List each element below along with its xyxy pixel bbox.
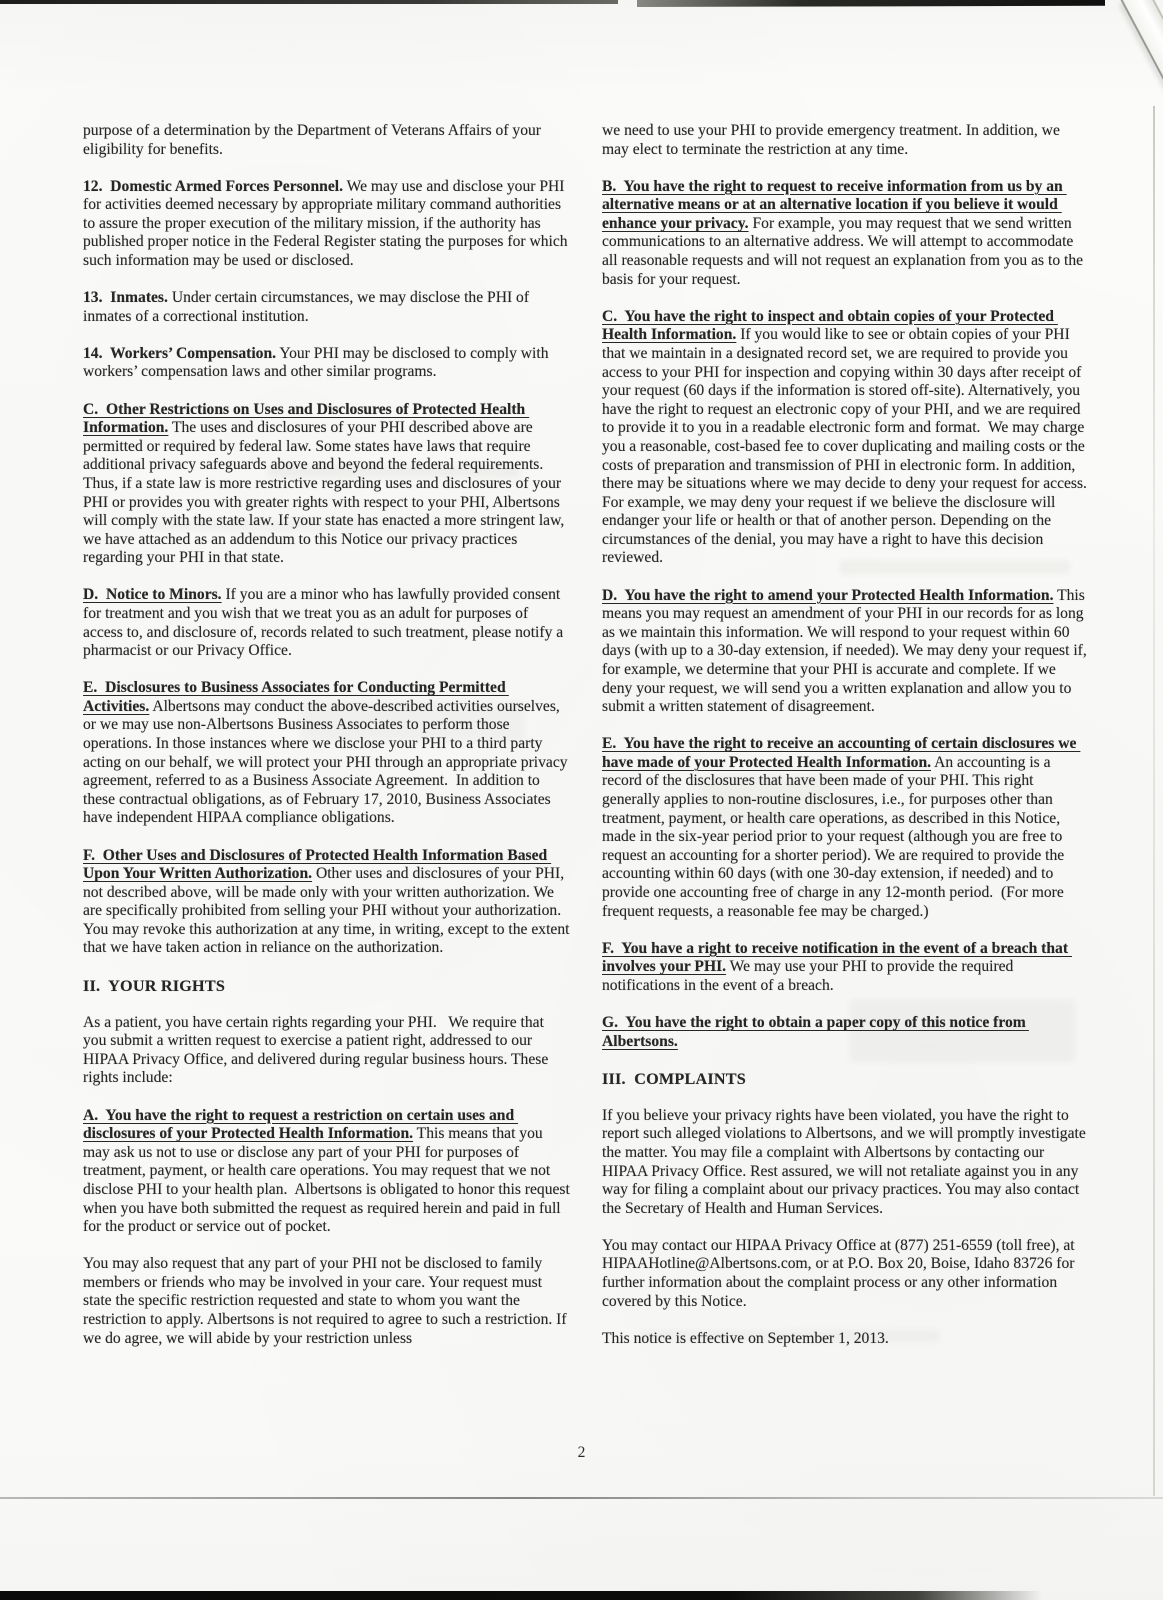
paragraph-text: purpose of a determination by the Department of Veterans Affairs of your eligibility for benefits. (83, 122, 545, 158)
section-label: D. Notice to Minors. (83, 586, 222, 604)
section-label: 12. Domestic Armed Forces Personnel. (83, 177, 343, 195)
section-text: We may use your PHI to provide the required notifications in the event of a breach. (602, 958, 1018, 994)
section-c-other-restrictions (83, 401, 570, 568)
paragraph-text: This notice is effective on September 1, 2013. (602, 1329, 889, 1347)
paragraph (602, 1107, 1089, 1219)
section-text: For example, you may request that we send written communications to an alternative address. We will attempt to accommodate all reasonable requests and will not request an explanation from you as to the basis for your request. (602, 214, 1088, 288)
corner-fold-crease (1121, 0, 1163, 118)
paragraph-continuation (602, 122, 1089, 159)
page-number: 2 (577, 1444, 586, 1461)
section-text: This means you may request an amendment of your PHI in our records for as long as we maintain this information. We will respond to your request within 60 days (with up to a 30-day extension, if needed). We may deny your request if, for example, we determine that your PHI is accurate and complete. If we deny your request, we will send you a written explanation and allow you to submit a written statement of disagreement. (602, 586, 1091, 716)
document-body (83, 122, 1089, 1367)
paragraph (602, 1237, 1089, 1311)
section-label: G. You have the right to obtain a paper copy of this notice from Albertsons. (602, 1013, 1029, 1050)
section-d-amend-phi (602, 587, 1089, 717)
paragraph-text: You may contact our HIPAA Privacy Office at (877) 251-6559 (toll free), at HIPAAHotline@Albertsons.com, or at P.O. Box 20, Boise, Idaho 83726 for further information about the complaint process or any other information covered by this Notice. (602, 1236, 1079, 1310)
section-d-notice-to-minors (83, 586, 570, 660)
section-text: This means that you may ask us not to use or disclose any part of your PHI for purposes of treatment, payment, or health care operations. You may request that we not disclose PHI to your health plan. Albertsons is obligated to honor this request when you have both submitted the request as required herein and paid in full for the product or service out of pocket. (83, 1125, 574, 1236)
section-label: D. You have the right to amend your Protected Health Information. (602, 586, 1054, 604)
section-label: B. You have the right to request to receive information from us by an alternative means or at an alternative location if you believe it would enhance your privacy. (602, 177, 1067, 232)
paragraph (83, 1255, 570, 1348)
paragraph-text: we need to use your PHI to provide emergency treatment. In addition, we may elect to terminate the restriction at any time. (602, 122, 1064, 158)
section-text: Your PHI may be disclosed to comply with workers’ compensation laws and other similar programs. (83, 344, 553, 381)
section-f-breach-notification (602, 940, 1089, 996)
section-text: If you would like to see or obtain copies of your PHI that we maintain in a designated record set, we are required to provide you access to your PHI for inspection and copying within 30 days after receipt of your request (60 days if the information is stored off-site). Alternatively, you have the right to request an electronic copy of your PHI, and we are required to provide it to you in a readable electronic form and format. We may charge you a reasonable, cost-based fee to cover duplicating and mailing costs or the costs of preparation and transmission of PHI in electronic form. In addition, there may be situations where we may decide to deny your request for access. For example, we may deny your request if we believe the disclosure will endanger your life or health or that of another person. Depending on the circumstances of the denial, you may have a right to have this decision reviewed. (602, 326, 1091, 567)
section-f-written-authorization (83, 846, 574, 959)
section-b-alternative-means (602, 178, 1089, 290)
section-text: Other uses and disclosures of your PHI, not described above, will be made only with your written authorization. We are specifically prohibited from selling your PHI without your authorization. You may revoke this authorization at any time, in writing, except to the extent that we have taken action in reliance on the authorization. (83, 865, 574, 957)
section-text: We may use and disclose your PHI for activities deemed necessary by appropriate military command authorities to assure the proper execution of the military mission, if the authority has published proper notice in the Federal Register stating the purposes for which such information may be used or disclosed. (83, 177, 572, 270)
numbered-section-13-inmates (83, 289, 570, 326)
section-label: C. Other Restrictions on Uses and Disclosures of Protected Health Information. (83, 400, 530, 437)
paragraph-text: You may also request that any part of your PHI not be disclosed to family members or friends who may be involved in your care. Your request must state the specific restriction requested and state to whom you want the restriction to apply. Albertsons is not required to agree to such a restriction. If we do agree, we will abide by your restriction unless (83, 1255, 571, 1347)
page-right-edge-line (1153, 106, 1155, 1496)
section-e-accounting-of-disclosures (602, 735, 1089, 921)
left-column (83, 122, 574, 1367)
heading-your-rights: II. YOUR RIGHTS (83, 976, 226, 995)
scan-top-edge-artifact (0, 0, 618, 4)
paragraph-continuation (83, 122, 570, 159)
section-g-paper-copy (602, 1014, 1089, 1051)
section-text: Under certain circumstances, we may disclose the PHI of inmates of a correctional institution. (83, 289, 533, 325)
numbered-section-14-workers-compensation (83, 345, 570, 382)
section-text: Albertsons may conduct the above-described activities ourselves, or we may use non-Albertsons Business Associates to perform those operations. In those instances where we disclose your PHI to a third party acting on our behalf, we will protect your PHI through an appropriate privacy agreement, referred to as a Business Associate Agreement. In addition to these contractual obligations, as of February 17, 2010, Business Associates have independent HIPAA compliance obligations. (83, 697, 572, 827)
paragraph-text: As a patient, you have certain rights regarding your PHI. We require that you submit a written request to exercise a patient right, addressed to our HIPAA Privacy Office, and delivered during regular business hours. These rights include: (83, 1013, 553, 1087)
section-label: C. You have the right to inspect and obtain copies of your Protected Health Information. (602, 307, 1058, 344)
section-a-request-restriction (83, 1106, 574, 1237)
page-corner-fold (1068, 0, 1163, 118)
section-label: 14. Workers’ Compensation. (83, 344, 277, 362)
paragraph (602, 1330, 1089, 1349)
heading-complaints: III. COMPLAINTS (602, 1069, 746, 1088)
section-label: 13. Inmates. (83, 289, 168, 307)
right-column (602, 122, 1089, 1367)
paragraph (83, 1014, 570, 1088)
numbered-section-12-domestic-armed-forces (83, 178, 570, 271)
section-text: The uses and disclosures of your PHI described above are permitted or required by federal law. Some states have laws that require additional privacy safeguards above and beyond the federal requirements. Thus, if a state law is more restrictive regarding uses and disclosures of your PHI or provides you with greater rights with respect to your PHI, Albertsons will comply with the state law. If your state has enacted a more stringent law, we have attached as an addendum to this Notice our privacy practices regarding your PHI in that state. (83, 419, 569, 567)
paragraph-text: If you believe your privacy rights have been violated, you have the right to report such alleged violations to Albertsons, and we will promptly investigate the matter. You may file a complaint with Albertsons by contacting our HIPAA Privacy Office. Rest assured, we will not retaliate against you in any way for filing a complaint about our privacy practices. You may also contact the Secretary of Health and Human Services. (602, 1106, 1090, 1217)
page-bottom-fold-line (0, 1497, 1163, 1499)
section-text: An accounting is a record of the disclosures that have been made of your PHI. This right generally applies to non-routine disclosures, i.e., for purposes other than treatment, payment, or health care operations, as described in this Notice, made in the six-year period prior to your request (although you are free to request an accounting for a shorter period). We are required to provide the accounting within 60 days (with one 30-day extension, if needed) and to provide one accounting free of charge in any 12-month period. (For more frequent requests, a reasonable fee may be charged.) (602, 753, 1069, 920)
section-label: A. You have the right to request a restriction on certain uses and disclosures of your Protected Health Information. (83, 1106, 519, 1143)
section-e-business-associates (83, 679, 570, 828)
section-label: F. Other Uses and Disclosures of Protected Health Information Based Upon Your Written Authorization. (83, 846, 552, 883)
section-label: E. Disclosures to Business Associates for Conducting Permitted Activities. (83, 679, 509, 715)
section-label: F. You have a right to receive notification in the event of a breach that involves your PHI. (602, 939, 1072, 976)
section-label: E. You have the right to receive an accounting of certain disclosures we have made of your Protected Health Information. (602, 735, 1081, 771)
scan-top-edge-artifact (637, 0, 1105, 7)
section-c-inspect-and-copies (602, 308, 1089, 568)
scan-bottom-edge-artifact (0, 1591, 1042, 1600)
section-text: If you are a minor who has lawfully provided consent for treatment and you wish that we treat you as an adult for purposes of access to, and disclosure of, records related to such treatment, please notify a pharmacist or our Privacy Office. (83, 586, 568, 660)
